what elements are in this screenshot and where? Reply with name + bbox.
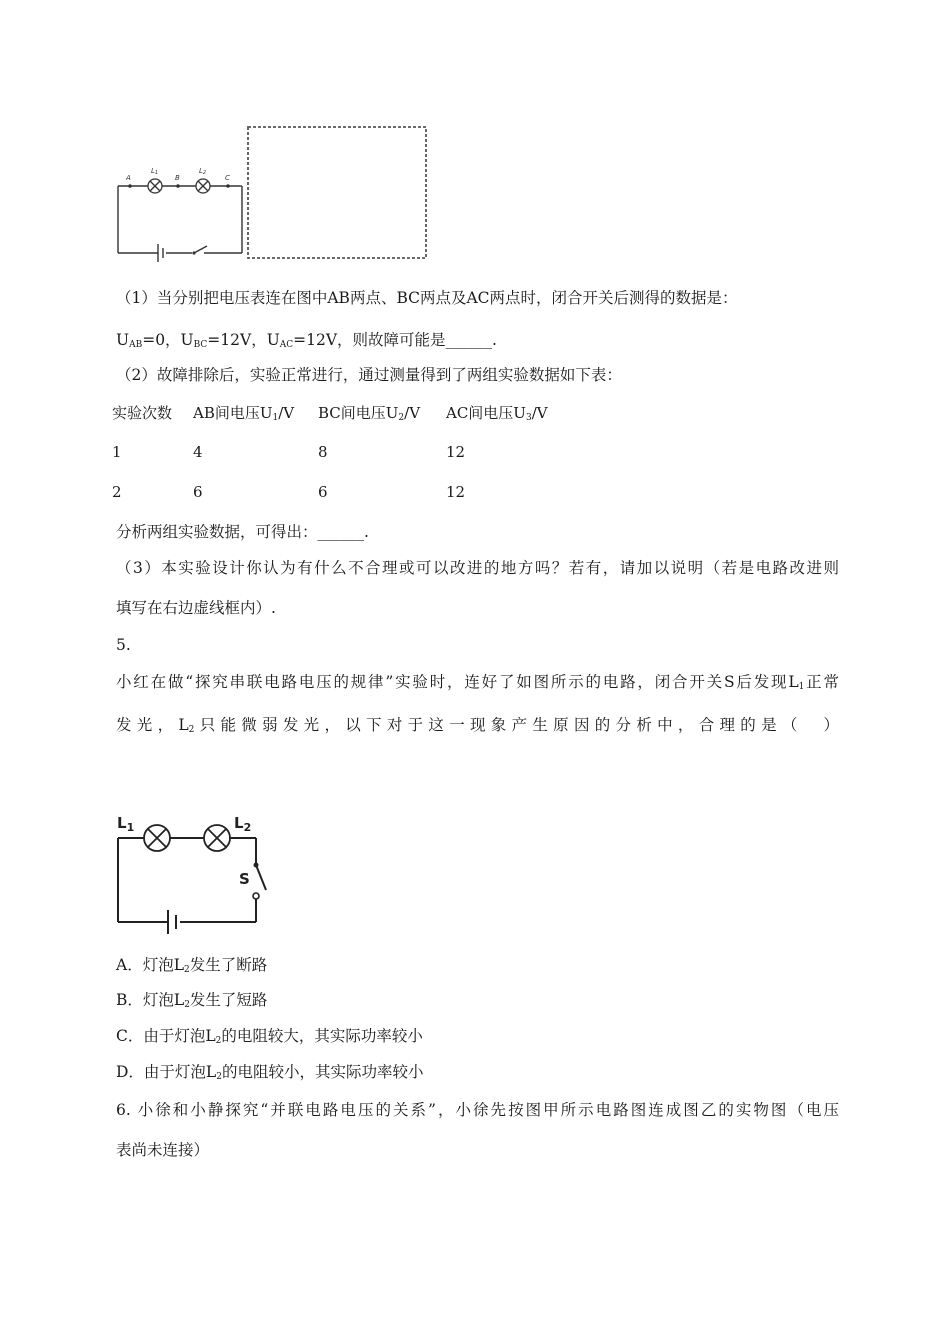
q4-part2-line: （2）故障排除后，实验正常进行，通过测量得到了两组实验数据如下表： [116, 366, 622, 384]
table-cell: 6 [318, 483, 328, 501]
q4-conclusion: 分析两组实验数据，可得出：______. [116, 523, 369, 541]
q4-part1-line1: （1）当分别把电压表连在图中AB两点、BC两点及AC两点时，闭合开关后测得的数据是： [116, 289, 738, 307]
point-a-label: A [126, 174, 131, 182]
point-c-label: C [225, 174, 230, 182]
lamp-l1-icon [148, 179, 162, 193]
table-cell: 1 [112, 443, 122, 461]
table-header-trials: 实验次数 [112, 404, 173, 422]
q4-part3-line1: （3）本实验设计你认为有什么不合理或可以改进的地方吗？若有，请加以说明（若是电路改进则 [116, 559, 839, 577]
q5-stem-line2: 发光，$L_2$只能微弱发光，以下对于这一现象产生原因的分析中，合理的是（ ） [116, 716, 839, 735]
circuit-figure-1 [110, 120, 440, 265]
lamp-l1-label: L1 [151, 167, 159, 176]
q4-part1-line2: $U_{AB}=0$，$U_{BC}=12V$，$U_{AC}=12V$，则故障可能是______. [116, 331, 497, 350]
q5-stem-line1: 小红在做“探究串联电路电压的规律”实验时，连好了如图所示的电路，闭合开关S后发现$L_1$正常 [116, 673, 839, 692]
option-b: B．灯泡$L_2$发生了短路 [116, 991, 268, 1010]
option-c: C．由于灯泡$L_2$的电阻较大，其实际功率较小 [116, 1027, 423, 1046]
answer-dashed-box [248, 127, 426, 258]
option-a: A．灯泡$L_2$发生了断路 [116, 956, 268, 975]
fig2-l2-label: $L_2$ [234, 814, 252, 834]
lamp-l1-icon [144, 825, 170, 851]
q6-line2: 表尚未连接） [116, 1141, 210, 1159]
fig2-s-label: S [239, 870, 250, 888]
table-cell: 2 [112, 483, 122, 501]
table-cell: 12 [446, 483, 466, 501]
q6-line1: 6. 小徐和小静探究“并联电路电压的关系”，小徐先按图甲所示电路图连成图乙的实物图（电压 [116, 1101, 839, 1119]
fig2-l1-label: $L_1$ [117, 814, 135, 834]
table-header-ac: AC间电压$U_3/V$ [446, 404, 548, 423]
option-d: D．由于灯泡$L_2$的电阻较小，其实际功率较小 [116, 1063, 424, 1082]
table-cell: 12 [446, 443, 466, 461]
circuit-figure-2 [110, 810, 280, 940]
q4-part3-line2: 填写在右边虚线框内）. [116, 599, 276, 617]
table-cell: 4 [193, 443, 203, 461]
table-cell: 8 [318, 443, 328, 461]
lamp-l2-label: L2 [199, 167, 207, 176]
table-cell: 6 [193, 483, 203, 501]
lamp-l2-icon [196, 179, 210, 193]
lamp-l2-icon [204, 825, 230, 851]
point-b-label: B [175, 174, 180, 182]
table-header-ab: AB间电压$U_1/V$ [193, 404, 295, 423]
table-header-bc: BC间电压$U_2/V$ [318, 404, 421, 423]
q5-number: 5. [116, 636, 131, 654]
